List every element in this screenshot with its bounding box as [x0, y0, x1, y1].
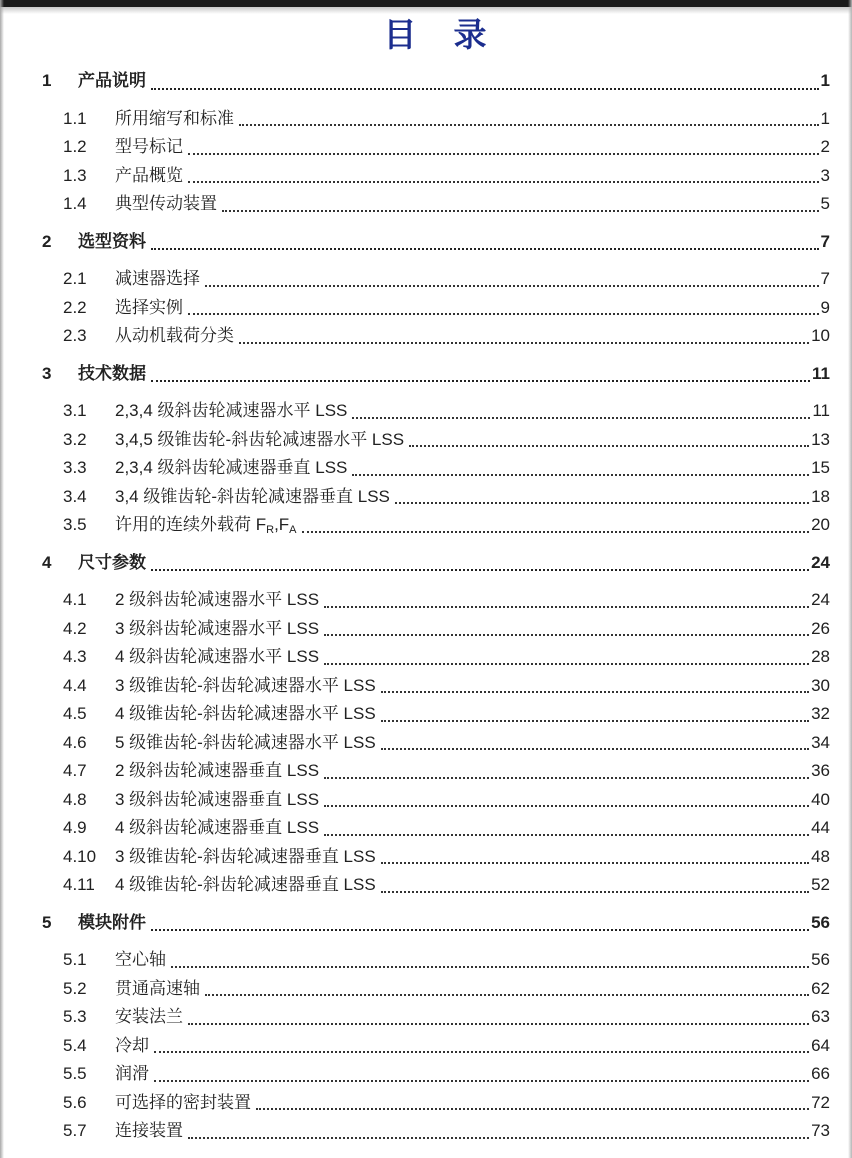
toc-entry-number: 4.8: [63, 789, 87, 809]
toc-entry-page: 63: [811, 1007, 830, 1026]
toc-entry-title: 模块附件: [78, 912, 146, 932]
toc-section-row: [42, 700, 830, 729]
toc-section-row: [42, 643, 830, 672]
toc-entry-page: 64: [811, 1035, 830, 1055]
toc-entry-page: 30: [811, 675, 830, 695]
toc-entry-page: 28: [811, 647, 830, 666]
dot-leader: [376, 871, 811, 900]
toc-section-row: [42, 786, 830, 815]
toc-entry-title: 许用的连续外载荷 $F_R,F_A$: [115, 515, 297, 536]
toc-entry-number: 3.2: [63, 429, 87, 449]
dot-leader: [319, 586, 811, 615]
toc-section-row: [42, 397, 830, 426]
toc-entry-number: 4.3: [63, 647, 87, 666]
toc-entry-number: 2: [42, 231, 52, 251]
dot-leader: [376, 843, 811, 872]
dot-leader: [166, 946, 811, 975]
toc-section-row: [42, 729, 830, 758]
scan-edge-top: [0, 0, 852, 7]
dot-leader: [183, 162, 821, 191]
toc-chapter-row: [42, 67, 830, 96]
toc-entry-page: 56: [811, 912, 830, 932]
toc-entry-title: 空心轴: [115, 950, 166, 969]
toc-entry-page: 2: [820, 137, 830, 156]
toc-entry-title: 4 级锥齿轮-斜齿轮减速器水平 LSS: [115, 704, 376, 723]
toc-entry-number: 3: [42, 363, 52, 383]
dot-leader: [146, 360, 812, 389]
toc-entry-page: 1: [820, 108, 830, 128]
dot-leader: [146, 909, 811, 938]
dot-leader: [376, 729, 811, 758]
toc-section-row: [42, 483, 830, 512]
toc-entry-number: 4.10: [63, 846, 97, 866]
toc-section-row: [42, 814, 830, 843]
toc-entry-page: 15: [811, 458, 830, 477]
dot-leader: [234, 105, 821, 134]
toc-entry-number: 4.9: [63, 818, 87, 837]
toc-entry-title: 减速器选择: [115, 269, 200, 288]
dot-leader: [251, 1089, 811, 1118]
dot-leader: [390, 483, 811, 512]
toc-section-row: [42, 843, 830, 872]
toc-entry-title: 贯通高速轴: [115, 978, 200, 998]
toc-entry-number: 5.2: [63, 978, 87, 998]
toc-entry-page: 34: [811, 732, 830, 752]
toc-entry-number: 4.6: [63, 732, 87, 752]
dot-leader: [319, 643, 811, 672]
toc-entry-title: 5 级锥齿轮-斜齿轮减速器水平 LSS: [115, 732, 376, 752]
toc-entry-page: 62: [811, 978, 830, 998]
toc-entry-number: 3.5: [63, 515, 87, 534]
toc-entry-title: 可选择的密封装置: [115, 1092, 251, 1112]
toc-section-row: [42, 871, 830, 900]
toc-entry-title: 产品概览: [115, 165, 183, 185]
dot-leader: [149, 1060, 811, 1089]
toc-chapter-row: [42, 228, 830, 257]
toc-entry-title: 2,3,4 级斜齿轮减速器水平 LSS: [115, 401, 348, 420]
toc-entry-page: 10: [811, 326, 830, 345]
toc-entry-title: 4 级斜齿轮减速器垂直 LSS: [115, 818, 320, 837]
toc-entry-page: 24: [811, 590, 830, 609]
dot-leader: [183, 294, 821, 323]
toc-entry-number: 5.6: [63, 1092, 87, 1112]
toc-section-row: [42, 1003, 830, 1032]
toc-entry-page: 32: [811, 704, 830, 723]
toc-entry-number: 2.3: [63, 326, 87, 345]
toc-entry-number: 4.5: [63, 704, 87, 723]
dot-leader: [183, 1003, 811, 1032]
toc-entry-page: 72: [811, 1092, 830, 1112]
toc-entry-number: 3.1: [63, 401, 87, 420]
toc-entry-title: 选择实例: [115, 297, 183, 317]
toc-entry-title: 4 级锥齿轮-斜齿轮减速器垂直 LSS: [115, 875, 376, 894]
toc-entry-title: 3,4,5 级锥齿轮-斜齿轮减速器水平 LSS: [115, 429, 405, 449]
toc-entry-title: 技术数据: [78, 363, 146, 383]
toc-entry-page: 13: [811, 429, 830, 449]
toc-entry-title: 3 级锥齿轮-斜齿轮减速器垂直 LSS: [115, 846, 376, 866]
toc-section-row: [42, 672, 830, 701]
toc-entry-number: 4.7: [63, 761, 87, 780]
toc-entry-title: 4 级斜齿轮减速器水平 LSS: [115, 647, 320, 666]
dot-leader: [297, 511, 812, 540]
toc-entry-title: 安装法兰: [115, 1007, 183, 1026]
toc-entry-number: 4: [42, 552, 52, 572]
page-title: 目 录: [383, 16, 489, 53]
dot-leader: [376, 672, 811, 701]
toc-entry-page: 44: [811, 818, 830, 837]
toc-section-row: [42, 322, 830, 351]
toc-section-row: [42, 1117, 830, 1146]
toc-entry-title: 典型传动装置: [115, 194, 217, 213]
dot-leader: [149, 1032, 811, 1061]
dot-leader: [319, 814, 811, 843]
dot-leader: [319, 757, 811, 786]
toc-entry-page: 66: [811, 1064, 830, 1083]
toc-section-row: [42, 586, 830, 615]
toc-entry-number: 1.2: [63, 137, 87, 156]
toc-section-row: [42, 162, 830, 191]
toc-entry-title: 所用缩写和标准: [115, 108, 234, 128]
toc-entry-page: 40: [811, 789, 830, 809]
toc-entry-number: 4.1: [63, 590, 87, 609]
toc-section-row: [42, 133, 830, 162]
toc-entry-title: 连接装置: [115, 1121, 183, 1140]
toc-entry-number: 2.1: [63, 269, 87, 288]
dot-leader: [319, 615, 811, 644]
toc-entry-number: 5.7: [63, 1121, 87, 1140]
toc-entry-number: 4.2: [63, 618, 87, 638]
toc-entry-title: 选型资料: [78, 231, 146, 251]
dot-leader: [200, 975, 811, 1004]
toc-entry-number: 2.2: [63, 297, 87, 317]
toc-entry-page: 36: [811, 761, 830, 780]
toc-entry-title: 润滑: [115, 1064, 149, 1083]
toc-entry-number: 4.4: [63, 675, 87, 695]
toc-entry-title: 3 级斜齿轮减速器垂直 LSS: [115, 789, 320, 809]
toc-section-row: [42, 1089, 830, 1118]
toc-entry-title: 3 级锥齿轮-斜齿轮减速器水平 LSS: [115, 675, 376, 695]
toc-entry-title: 2 级斜齿轮减速器垂直 LSS: [115, 761, 320, 780]
dot-leader: [234, 322, 811, 351]
dot-leader: [319, 786, 811, 815]
toc-entry-number: 5: [42, 912, 52, 932]
toc-entry-number: 1.3: [63, 165, 87, 185]
dot-leader: [146, 549, 811, 578]
toc-entry-title: 2 级斜齿轮减速器水平 LSS: [115, 590, 320, 609]
toc-entry-title: 2,3,4 级斜齿轮减速器垂直 LSS: [115, 458, 348, 477]
toc-entry-page: 73: [811, 1121, 830, 1140]
toc-entry-number: 1.4: [63, 194, 87, 213]
toc-section-row: [42, 426, 830, 455]
toc-entry-title: 产品说明: [78, 71, 146, 90]
dot-leader: [146, 67, 821, 96]
toc-entry-page: 20: [811, 515, 830, 534]
toc-entry-number: 4.11: [63, 875, 95, 894]
toc-entry-page: 48: [811, 846, 830, 866]
toc-entry-page: 9: [820, 297, 830, 317]
toc-entry-page: 11: [812, 363, 830, 383]
toc-entry-page: 24: [811, 552, 830, 572]
toc-entry-number: 3.3: [63, 458, 87, 477]
toc-chapter-row: [42, 360, 830, 389]
toc-entry-title: 尺寸参数: [78, 552, 146, 572]
toc-entry-number: 5.1: [63, 950, 87, 969]
dot-leader: [200, 265, 821, 294]
toc-section-row: [42, 454, 830, 483]
toc-chapter-row: [42, 549, 830, 578]
toc-entry-page: 1: [820, 71, 830, 90]
toc-entry-page: 11: [812, 401, 830, 420]
dot-leader: [146, 228, 821, 257]
toc-entry-page: 5: [820, 194, 830, 213]
toc-entry-number: 5.5: [63, 1064, 87, 1083]
toc-chapter-row: [42, 909, 830, 938]
toc-list: [42, 67, 830, 1146]
dot-leader: [376, 700, 811, 729]
toc-entry-title: 从动机载荷分类: [115, 326, 234, 345]
dot-leader: [347, 454, 811, 483]
dot-leader: [183, 1117, 811, 1146]
toc-section-row: [42, 105, 830, 134]
toc-entry-title: 3,4 级锥齿轮-斜齿轮减速器垂直 LSS: [115, 486, 390, 506]
toc-page: [0, 7, 852, 1146]
toc-entry-title: 型号标记: [115, 137, 183, 156]
toc-entry-title: 冷却: [115, 1035, 149, 1055]
toc-entry-page: 56: [811, 950, 830, 969]
toc-section-row: [42, 1060, 830, 1089]
toc-entry-number: 5.3: [63, 1007, 87, 1026]
toc-section-row: [42, 975, 830, 1004]
dot-leader: [404, 426, 811, 455]
toc-entry-page: 26: [811, 618, 830, 638]
toc-entry-number: 1.1: [63, 108, 87, 128]
toc-entry-page: 18: [811, 486, 830, 506]
toc-section-row: [42, 615, 830, 644]
toc-entry-number: 5.4: [63, 1035, 87, 1055]
toc-section-row: [42, 946, 830, 975]
toc-section-row: [42, 265, 830, 294]
toc-entry-page: 7: [820, 269, 830, 288]
toc-entry-number: 3.4: [63, 486, 87, 506]
dot-leader: [183, 133, 821, 162]
toc-section-row: [42, 757, 830, 786]
toc-section-row: [42, 511, 830, 540]
dot-leader: [347, 397, 812, 426]
toc-entry-page: 3: [820, 165, 830, 185]
toc-entry-title: 3 级斜齿轮减速器水平 LSS: [115, 618, 320, 638]
toc-section-row: [42, 190, 830, 219]
toc-section-row: [42, 294, 830, 323]
dot-leader: [217, 190, 821, 219]
toc-entry-page: 52: [811, 875, 830, 894]
toc-section-row: [42, 1032, 830, 1061]
toc-entry-number: 1: [42, 71, 52, 90]
toc-entry-page: 7: [820, 231, 830, 251]
